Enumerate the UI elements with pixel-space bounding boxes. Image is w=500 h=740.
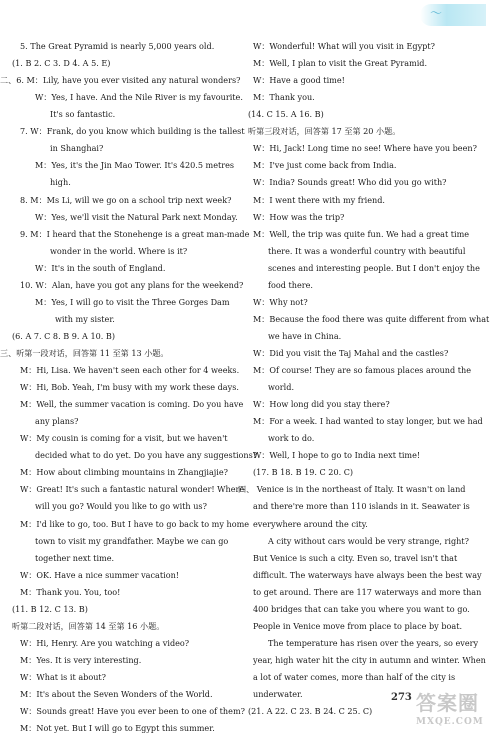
text-line: and there're more than 110 islands in it. Seawater is [253, 501, 470, 511]
text-line: 10. W：Alan, have you got any plans for the weekend? [20, 280, 244, 290]
text-line: work to do. [268, 433, 315, 443]
text-line: 5. The Great Pyramid is nearly 5,000 years old. [20, 41, 215, 51]
text-line: W：It's in the south of England. [35, 263, 166, 273]
text-line: M：For a week. I had wanted to stay longer, but we had [253, 416, 483, 426]
text-line: W：Well, I hope to go to India next time! [253, 450, 421, 460]
text-line: any plans? [35, 416, 79, 426]
text-line: W：How was the trip? [253, 212, 345, 222]
text-line: But Venice is such a city. Even so, travel isn't that [253, 553, 458, 563]
header-decoration [420, 4, 486, 26]
text-line: It's so fantastic. [50, 109, 116, 119]
text-line: town to visit my grandfather. Maybe we can go [35, 536, 229, 546]
watermark-url: MXQE.COM [416, 717, 484, 727]
text-line: W：Great! It's such a fantastic natural wonder! Where [20, 484, 245, 494]
answer-key: (6. A 7. C 8. B 9. A 10. B) [12, 331, 116, 341]
text-line: M：Not yet. But I will go to Egypt this summer. [20, 723, 215, 733]
text-line: M：Because the food there was quite different from what [253, 314, 490, 324]
text-line: W：Did you visit the Taj Mahal and the castles? [253, 348, 449, 358]
answer-key: (1. B 2. C 3. D 4. A 5. E) [12, 58, 111, 68]
text-line: world. [268, 382, 295, 392]
text-line: M：Yes. It is very interesting. [20, 655, 142, 665]
text-line: M：Yes, it's the Jin Mao Tower. It's 420.5 metres [35, 160, 235, 170]
text-line: W：OK. Have a nice summer vacation! [20, 570, 180, 580]
text-line: a lot of water comes, more than half of the city is [253, 672, 456, 682]
watermark-logo-text: 答案圈 [416, 691, 479, 715]
text-line: will you go? Would you like to go with us? [35, 501, 207, 511]
text-line: food there. [268, 280, 313, 290]
section-heading: 听第二段对话，回答第 14 至第 16 小题。 [12, 621, 165, 631]
text-line: W：Hi, Jack! Long time no see! Where have you been? [253, 143, 477, 153]
text-line: M：I'd like to go, too. But I have to go back to my home [20, 519, 250, 529]
text-line: W：Why not? [253, 297, 308, 307]
text-line: M：Well, the trip was quite fun. We had a great time [253, 229, 470, 239]
text-line: together next time. [35, 553, 115, 563]
page-number: 273 [391, 692, 412, 703]
text-line: A city without cars would be very strange, right? [268, 536, 469, 546]
text-line: we have in China. [268, 331, 342, 341]
text-line: 9. M：I heard that the Stonehenge is a great man-made [20, 229, 250, 239]
text-line: M：Hi, Lisa. We haven't seen each other for 4 weeks. [20, 365, 240, 375]
text-line: high. [50, 177, 71, 187]
text-line: W：Yes, I have. And the Nile River is my favourite. [35, 92, 243, 102]
text-line: W：How long did you stay there? [253, 399, 390, 409]
text-line: underwater. [253, 689, 303, 699]
section-heading: 三、听第一段对话，回答第 11 至第 13 小题。 [0, 348, 169, 358]
text-line: W：Wonderful! What will you visit in Egypt? [253, 41, 435, 51]
text-line: W：What is it about? [20, 672, 107, 682]
text-line: W：Yes, we'll visit the Natural Park next Monday. [35, 212, 238, 222]
text-line: wonder in the world. Where is it? [50, 246, 188, 256]
text-line: scenes and interesting people. But I don't enjoy the [268, 263, 480, 273]
text-line: M：Yes, I will go to visit the Three Gorges Dam [35, 297, 230, 307]
swimmer-icon: ～ [430, 6, 443, 20]
text-line: M：I've just come back from India. [253, 160, 397, 170]
text-line: with my sister. [55, 314, 115, 324]
text-line: W：Sounds great! Have you ever been to one of them? [20, 706, 245, 716]
text-line: year, high water hit the city in autumn and winter. When [253, 655, 486, 665]
text-line: M：Thank you. You, too! [20, 587, 121, 597]
text-line: everywhere around the city. [253, 519, 368, 529]
text-line: W：India? Sounds great! Who did you go with? [253, 177, 447, 187]
text-line: there. It was a wonderful country with beautiful [268, 246, 466, 256]
text-line: M：Thank you. [253, 92, 315, 102]
text-line: in Shanghai? [50, 143, 104, 153]
text-line: The temperature has risen over the years, so every [268, 638, 479, 648]
text-line: W：Hi, Henry. Are you watching a video? [20, 638, 190, 648]
answer-key: (21. A 22. C 23. B 24. C 25. C) [248, 706, 373, 716]
text-line: W：My cousin is coming for a visit, but we haven't [20, 433, 228, 443]
text-line: 7. W：Frank, do you know which building is the tallest [20, 126, 245, 136]
text-line: to get around. There are 117 waterways and more than [253, 587, 482, 597]
text-line: difficult. The waterways have always been the best way [253, 570, 482, 580]
answer-key: (17. B 18. B 19. C 20. C) [253, 467, 354, 477]
text-line: M：Well, I plan to visit the Great Pyramid. [253, 58, 428, 68]
answer-key: (14. C 15. A 16. B) [248, 109, 324, 119]
text-line: M：Well, the summer vacation is coming. Do you have [20, 399, 244, 409]
section-heading: 听第三段对话，回答第 17 至第 20 小题。 [248, 126, 401, 136]
text-line: W：Have a good time! [253, 75, 345, 85]
text-line: 400 bridges that can take you where you want to go. [253, 604, 470, 614]
text-line: 8. M：Ms Li, will we go on a school trip next week? [20, 195, 232, 205]
text-line: M：It's about the Seven Wonders of the World. [20, 689, 213, 699]
answer-key: (11. B 12. C 13. B) [12, 604, 88, 614]
text-line: M：I went there with my friend. [253, 195, 385, 205]
section-heading: 四、 Venice is in the northeast of Italy. It wasn't on land [238, 484, 466, 494]
site-watermark [412, 693, 492, 735]
text-line: M：How about climbing mountains in Zhangjiajie? [20, 467, 229, 477]
text-line: People in Venice move from place to place by boat. [253, 621, 463, 631]
text-line: W：Hi, Bob. Yeah, I'm busy with my work these days. [20, 382, 239, 392]
text-line: M：Of course! They are so famous places around the [253, 365, 471, 375]
section-heading: 二、6. M：Lily, have you ever visited any natural wonders? [0, 75, 241, 85]
text-line: decided what to do yet. Do you have any suggestions? [35, 450, 258, 460]
